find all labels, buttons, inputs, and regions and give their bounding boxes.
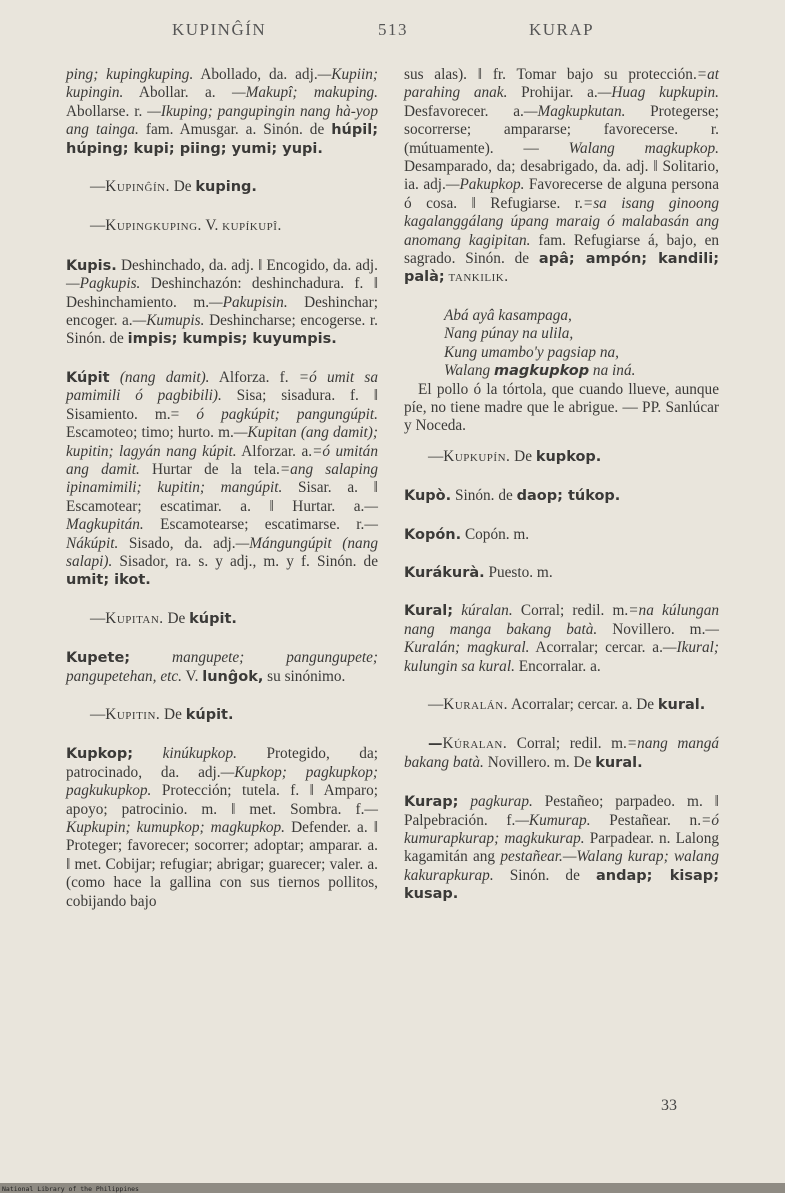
quotation-paragraph [404, 381, 719, 436]
tagalog-phrase: pestañear.—Walang kurap; walang kakurapkurap. [404, 848, 720, 884]
dictionary-entry [404, 602, 719, 676]
definition-text: Deshinchado, da. adj. ‖ Encogido, da. adj. [116, 256, 378, 274]
poem-line [444, 307, 719, 325]
header-left-guideword: KUPINĜÍN [172, 20, 267, 39]
tagalog-phrase: pagkurap. [458, 793, 533, 811]
definition-text: — [90, 178, 106, 196]
cross-reference-entry [404, 696, 719, 714]
headword: Kural; [404, 603, 454, 620]
headword: Kupete; [66, 650, 131, 667]
poem-line [444, 344, 719, 362]
definition-text: Deshinchar; encoger. a. [66, 293, 379, 330]
headword: andap; kisap; kusap. [404, 867, 719, 903]
left-column [66, 66, 378, 931]
tagalog-phrase: =ó umit sa pamimili ó pagbibili). [66, 368, 378, 405]
definition-text: Acorralar; cercar. a. [529, 639, 663, 657]
headword: magkupkop [494, 363, 590, 380]
definition-text: su sinónimo. [263, 667, 346, 685]
tagalog-phrase: Walang magkupkop. [568, 139, 719, 157]
definition-text: De [169, 178, 196, 196]
definition-text: fam. Refugiarse á, bajo, en sagrado. Sinón. de [404, 231, 720, 268]
definition-text: — [428, 447, 444, 465]
tagalog-phrase: —Nákúpit. [66, 516, 378, 552]
tagalog-phrase: =na kúlungan nang manga bakang batà. [404, 602, 719, 638]
tagalog-phrase: —Pakupkop. [445, 176, 525, 194]
small-caps-term: Kúralan. [442, 735, 508, 753]
dictionary-entry [404, 487, 719, 505]
headword: — [428, 736, 443, 753]
definition-text: Sisa; sisadura. f. ‖ Sisamiento. m.= [66, 387, 378, 423]
headword: húpil; húping; kupi; piing; yumi; yupi. [66, 122, 378, 157]
headword: daop; túkop. [516, 488, 621, 505]
dictionary-entry [404, 66, 719, 287]
poem-line [444, 325, 719, 343]
headword: kuping. [195, 179, 257, 196]
right-column [404, 66, 719, 924]
cross-reference-entry [66, 706, 378, 724]
poem-line [444, 362, 719, 380]
small-caps-term: Kupitin. [105, 705, 161, 723]
definition-text: Puesto. m. [484, 563, 553, 581]
definition-text: Sisado, da. adj. [118, 534, 236, 552]
headword: Kopón. [404, 526, 462, 543]
header-right-guideword: KURAP [529, 20, 595, 39]
headword: Kurap; [404, 794, 459, 811]
definition-text: Escamoteo; timo; hurto. m. [66, 424, 234, 442]
definition-text: Favorecerse de alguna persona ó cosa. ‖ Refugiarse. r. [404, 176, 719, 212]
definition-text: Alforzar. a. [236, 442, 313, 460]
definition-text: Hurtar de la tela. [139, 460, 280, 478]
tagalog-phrase: —Kupkupin; kumupkop; magkupkop. [66, 800, 378, 836]
definition-text: Deshinchazón: deshinchadura. f. ‖ Deshinchamiento. m. [66, 275, 378, 311]
definition-text: — [428, 695, 444, 713]
definition-text: Encorralar. a. [514, 657, 601, 675]
definition-text: — [90, 609, 106, 627]
tagalog-phrase: Kung umambo'y pagsiap na, [444, 343, 619, 361]
headword: umit; ikot. [66, 572, 151, 589]
cross-reference-entry [404, 735, 719, 772]
tagalog-phrase: —Magkupkutan. [523, 102, 626, 120]
definition-text: Sinón. de [451, 487, 517, 505]
tagalog-phrase: (nang damit). [109, 368, 210, 386]
dictionary-entry [66, 66, 378, 158]
small-caps-term: Kupitan. [105, 609, 164, 627]
header-page-number: 513 [378, 20, 408, 39]
signature-number: 33 [661, 1097, 677, 1114]
tagalog-phrase: =at parahing anak. [404, 66, 719, 102]
definition-text: V. [181, 667, 203, 685]
definition-text: Escamotearse; escatimarse. r. [143, 516, 365, 534]
tagalog-phrase: —Pakupisin. [209, 293, 288, 311]
small-caps-term: Kupingkuping. [105, 217, 202, 235]
definition-text: Pestañear. n. [590, 811, 702, 829]
tagalog-phrase: =ó umitán ang damit. [66, 442, 378, 478]
tagalog-phrase: —Pagkupis. [66, 275, 141, 293]
dictionary-entry [404, 793, 719, 903]
dictionary-entry [66, 649, 378, 686]
headword: kural. [595, 754, 643, 771]
definition-text: Corral; redil. m. [507, 735, 627, 753]
definition-text: Defender. a. ‖ Proteger; favorecer; socorrer; adoptar; amparar. a. ‖ met. Cobijar; refugiar; abrigar; guarecer; valer. a. (como hace la gallina con sus tiernos pollitos, cobijando bajo [66, 819, 378, 910]
dictionary-entry [66, 369, 378, 590]
cross-reference-entry [66, 178, 378, 196]
definition-text: Pestañeo; parpadeo. m. ‖ Palpebración. f. [404, 793, 719, 829]
headword: kúpit. [185, 706, 234, 723]
headword: kural. [657, 696, 706, 713]
tagalog-phrase: na iná. [589, 362, 636, 380]
headword: Kurákurà. [404, 564, 485, 581]
definition-text: Alforza. f. [209, 368, 299, 386]
definition-text: El pollo ó la tórtola, que cuando llueve, aunque píe, no tiene madre que le abrigue. — PP. Sanlúcar y Noceda. [404, 380, 719, 435]
tagalog-phrase: ping; kupingkuping. [66, 66, 194, 83]
definition-text: Protegerse; socorrerse; ampararse; favorecerse. r. (mútuamente). — [404, 102, 719, 157]
definition-text: sus alas). ‖ fr. Tomar bajo su protección. [404, 66, 697, 83]
tagalog-phrase: kinúkupkop. [133, 745, 237, 763]
headword: kupkop. [535, 448, 602, 465]
dictionary-entry [404, 564, 719, 582]
tagalog-phrase: —Magkupitán. [66, 497, 378, 534]
tagalog-phrase: —Kumupis. [132, 312, 205, 330]
dictionary-entry [66, 745, 378, 911]
headword: lunĝok, [202, 668, 264, 685]
definition-text: Abollar. a. [123, 84, 233, 102]
tagalog-phrase: =sa isang ginoong kagalanggálang úpang maraig ó malabasán ang anomang kagipitan. [404, 194, 719, 249]
headword: Kúpit [66, 369, 110, 386]
definition-text: Sisar. a. ‖ Escamotear; escatimar. a. ‖ Hurtar. a. [66, 479, 378, 515]
definition-text: Deshincharse; encogerse. r. Sinón. de [66, 312, 379, 348]
tagalog-phrase: —Kupitan (ang damit); kupitin; lagyán nang kúpit. [66, 424, 378, 460]
definition-text: Prohijar. a. [507, 84, 598, 102]
dictionary-entry [66, 257, 378, 349]
headword: Kupis. [66, 257, 117, 274]
definition-text: Protegido, da; patrocinado, da. adj. [66, 745, 378, 781]
tagalog-phrase: mangupete; pangungupete; pangupetehan, etc. [66, 649, 378, 685]
tagalog-phrase: —Ikural; kulungin sa kural. [404, 639, 719, 675]
tagalog-phrase: —Kupiin; kupingin. [66, 66, 378, 102]
definition-text: Abollado, da. adj. [193, 66, 318, 83]
headword: kúpit. [189, 610, 237, 627]
small-caps-term: Kupinĝín. [105, 178, 170, 196]
tagalog-phrase: —Ikuping; pangupingin nang hà-yop ang tainga. [66, 102, 378, 139]
tagalog-phrase: ó pagkúpit; pangungúpit. [196, 405, 378, 423]
definition-text: De [160, 705, 186, 723]
definition-text: Copón. m. [461, 525, 530, 543]
definition-text: Sisador, ra. s. y adj., m. y f. Sinón. de [112, 552, 378, 570]
definition-text: Protección; tutela. f. ‖ Amparo; apoyo; patrocinio. m. ‖ met. Sombra. f. [66, 782, 378, 818]
tagalog-phrase: —Makupî; makuping. [232, 84, 379, 102]
tagalog-phrase: Abá ayâ kasampaga, [444, 306, 572, 324]
definition-text: Desamparado, da; desabrigado, da. adj. ‖ Solitario, ia. adj. [404, 158, 719, 194]
tagalog-phrase: =ang salaping ipinamimili; kupitin; mangúpit. [66, 460, 378, 497]
tagalog-phrase: kúralan. [453, 602, 513, 620]
definition-text: Acorralar; cercar. a. De [508, 695, 658, 713]
tagalog-phrase: Walang [444, 362, 495, 380]
tagalog-phrase: =ó kumurapkurap; magkukurap. [404, 811, 720, 847]
definition-text: — [90, 705, 106, 723]
definition-text: De [163, 609, 190, 627]
definition-text: Abollarse. r. [66, 102, 148, 120]
definition-text: Sinón. de [493, 866, 596, 884]
small-caps-term: Kuralán. [443, 695, 508, 713]
headword: Kupkop; [66, 746, 134, 763]
small-caps-term: Kupkupín. [443, 447, 511, 465]
small-caps-term: tankilik. [448, 268, 509, 286]
definition-text: Corral; redil. m. [512, 602, 629, 620]
definition-text: Novillero. m. [597, 620, 706, 638]
definition-text: Parpadear. n. Lalong kagamitán ang [404, 830, 719, 866]
tagalog-phrase: —Kupkop; pagkupkop; pagkukupkop. [66, 763, 379, 800]
tagalog-phrase: —Kuralán; magkural. [404, 620, 719, 657]
definition-text: fam. Amusgar. a. Sinón. de [138, 121, 332, 139]
cross-reference-entry [66, 217, 378, 235]
library-footer: National Library of the Philippines [2, 1185, 139, 1193]
tagalog-phrase: —Mángungúpit (nang salapi). [66, 534, 378, 570]
tagalog-phrase: —Kumurap. [515, 811, 591, 829]
definition-text: V. [201, 217, 223, 235]
tagalog-phrase: —Huag kupkupin. [597, 84, 719, 102]
cross-reference-entry [404, 448, 719, 466]
headword: Kupò. [404, 488, 452, 505]
definition-text: Desfavorecer. a. [404, 102, 524, 120]
tagalog-phrase: =nang mangá bakang batà. [404, 735, 719, 771]
small-caps-term: kupíkupî. [222, 217, 282, 235]
definition-text: Novillero. m. De [483, 753, 596, 771]
definition-text: — [90, 217, 106, 235]
dictionary-entry [404, 526, 719, 544]
headword: impis; kumpis; kuyumpis. [127, 331, 337, 348]
definition-text: De [510, 447, 536, 465]
tagalog-phrase: Nang púnay na ulila, [444, 325, 574, 343]
headword: apâ; ampón; kandili; palà; [404, 251, 719, 286]
cross-reference-entry [66, 610, 378, 628]
